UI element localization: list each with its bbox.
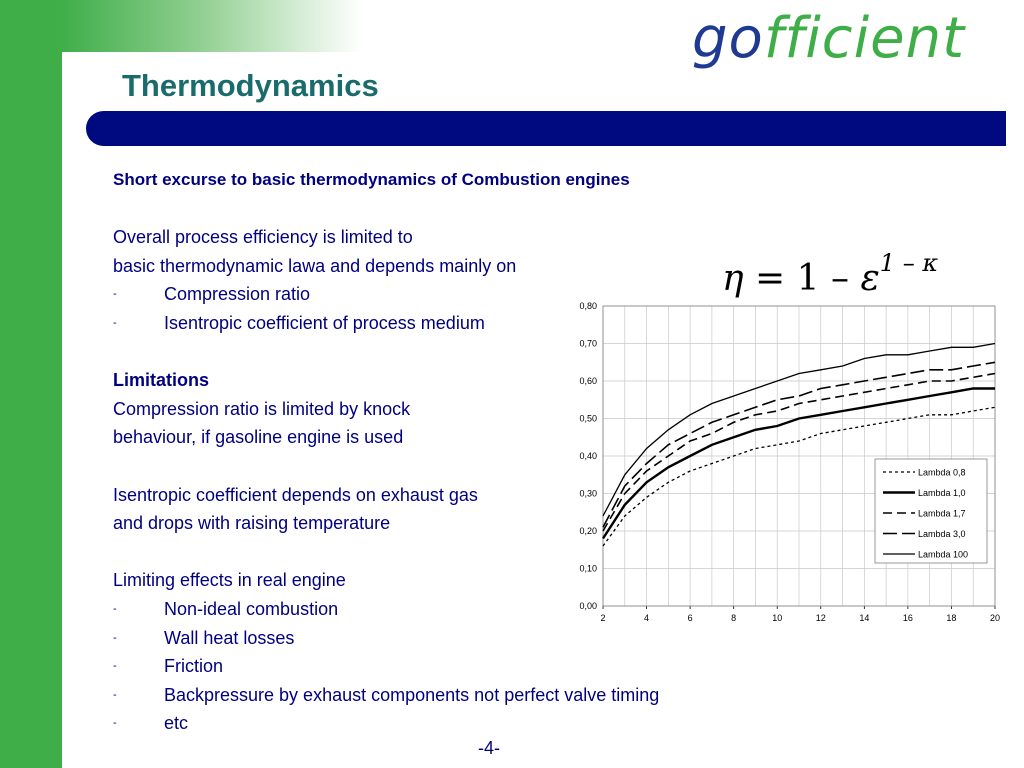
legend-label: Lambda 1,7 bbox=[918, 508, 966, 519]
page-number: -4- bbox=[478, 738, 500, 758]
x-tick-label: 2 bbox=[600, 613, 606, 623]
legend-label: Lambda 1,0 bbox=[918, 488, 966, 498]
limitations-heading: Limitations bbox=[113, 370, 210, 391]
left-green-bar bbox=[0, 0, 62, 768]
x-tick-label: 16 bbox=[902, 613, 913, 623]
title-underline-tick bbox=[122, 143, 162, 145]
y-tick-label: 0,60 bbox=[579, 376, 597, 386]
title-underline-bar bbox=[86, 111, 1006, 146]
rounded-corner bbox=[62, 52, 122, 112]
bullet-marker: - bbox=[113, 602, 117, 615]
bullet-text: etc bbox=[164, 713, 189, 734]
paragraph-line: Isentropic coefficient depends on exhaust gas bbox=[113, 484, 478, 505]
x-tick-label: 4 bbox=[644, 613, 650, 623]
formula-equals: = bbox=[755, 258, 786, 299]
bullet-marker: - bbox=[113, 316, 117, 329]
formula-one: 1 bbox=[796, 258, 820, 299]
paragraph-line: basic thermodynamic lawa and depends mainly on bbox=[113, 255, 517, 276]
logo-part-go: go bbox=[692, 6, 764, 71]
y-tick-label: 0,40 bbox=[579, 451, 597, 461]
logo-part-fficient: fficient bbox=[763, 6, 966, 71]
x-tick-label: 12 bbox=[815, 613, 826, 623]
formula-exponent: 1 – κ bbox=[879, 249, 939, 277]
x-tick-label: 10 bbox=[772, 613, 783, 623]
bullet-text: Backpressure by exhaust components not perfect valve timing bbox=[164, 684, 660, 705]
legend-label: Lambda 0,8 bbox=[918, 467, 966, 478]
y-tick-label: 0,70 bbox=[579, 338, 597, 349]
bullet-marker: - bbox=[113, 688, 117, 701]
formula-eta: η bbox=[722, 258, 744, 299]
bullet-marker: - bbox=[113, 717, 117, 730]
efficiency-formula bbox=[722, 249, 939, 299]
x-tick-label: 20 bbox=[989, 613, 1001, 623]
y-tick-label: 0,10 bbox=[579, 563, 597, 574]
paragraph-line: Compression ratio is limited by knock bbox=[113, 398, 411, 419]
top-green-fade bbox=[62, 0, 362, 52]
bullet-text: Compression ratio bbox=[164, 284, 311, 305]
bullet-text: Wall heat losses bbox=[164, 627, 295, 648]
x-tick-label: 6 bbox=[687, 613, 693, 623]
y-tick-label: 0,30 bbox=[579, 488, 597, 499]
formula-epsilon: ε bbox=[860, 258, 880, 299]
bullet-text: Isentropic coefficient of process medium bbox=[164, 312, 485, 333]
gofficient-logo bbox=[692, 6, 965, 71]
bullet-text: Friction bbox=[164, 656, 224, 677]
paragraph-line: Limiting effects in real engine bbox=[113, 570, 346, 591]
legend-label: Lambda 100 bbox=[918, 549, 969, 560]
bullet-item bbox=[113, 709, 733, 738]
blank-line bbox=[113, 195, 733, 224]
bullet-marker: - bbox=[113, 288, 117, 301]
x-tick-label: 8 bbox=[731, 613, 737, 623]
paragraph-line: behaviour, if gasoline engine is used bbox=[113, 427, 404, 448]
bullet-marker: - bbox=[113, 631, 117, 644]
y-tick-label: 0,20 bbox=[579, 526, 597, 536]
slide-title: Thermodynamics bbox=[122, 68, 379, 103]
paragraph-line: Overall process efficiency is limited to bbox=[113, 227, 413, 248]
x-tick-label: 18 bbox=[946, 613, 957, 623]
formula-minus: – bbox=[831, 258, 850, 299]
y-tick-label: 0,80 bbox=[579, 301, 597, 311]
x-tick-label: 14 bbox=[859, 613, 870, 623]
paragraph-line: and drops with raising temperature bbox=[113, 513, 391, 534]
bullet-item bbox=[113, 681, 733, 710]
legend-label: Lambda 3,0 bbox=[918, 529, 966, 539]
bullet-item bbox=[113, 652, 733, 681]
content-heading: Short excurse to basic thermodynamics of Combustion engines bbox=[113, 170, 630, 189]
bullet-marker: - bbox=[113, 660, 117, 673]
efficiency-chart bbox=[560, 296, 1010, 636]
bullet-text: Non-ideal combustion bbox=[164, 598, 339, 619]
y-tick-label: 0,00 bbox=[579, 601, 597, 611]
y-tick-label: 0,50 bbox=[579, 413, 597, 424]
